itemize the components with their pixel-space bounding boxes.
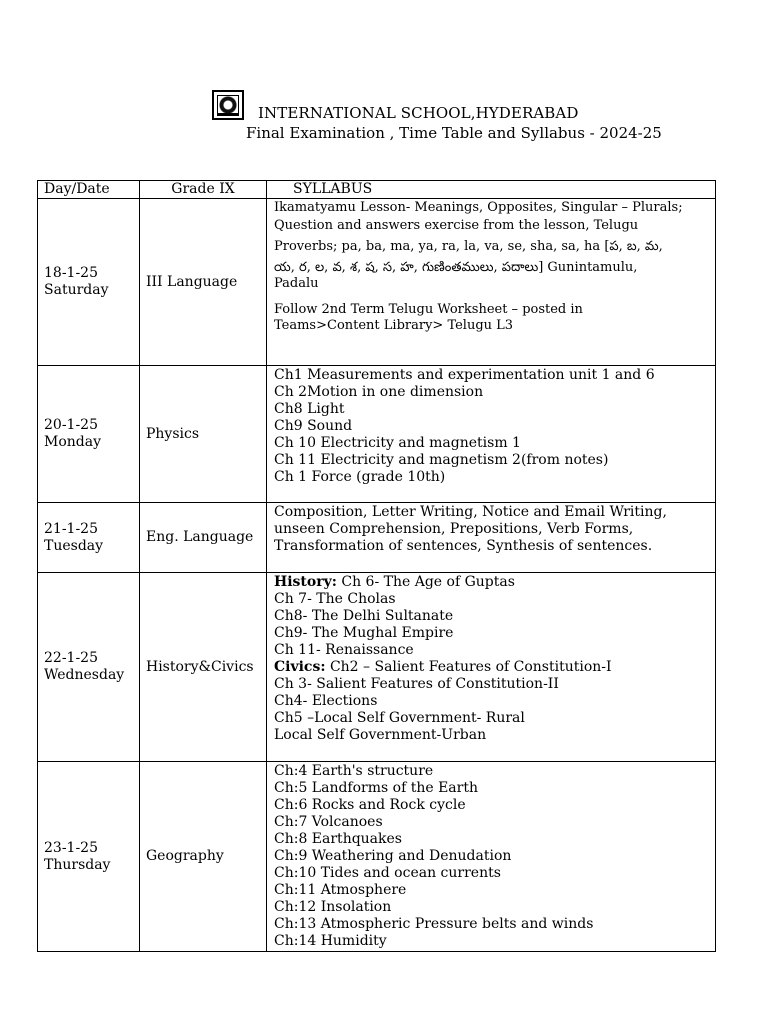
- civics-first-chapter: Ch2 – Salient Features of Constitution-I: [325, 659, 612, 675]
- syllabus-cell: [267, 573, 716, 762]
- syllabus-line: Ch:7 Volcanoes: [274, 814, 383, 830]
- logo-emblem: [217, 95, 239, 115]
- history-label: History:: [274, 574, 337, 590]
- syllabus-line: Ch4- Elections: [274, 693, 378, 709]
- civics-heading-line: [274, 659, 709, 676]
- syllabus-line: Ch8- The Delhi Sultanate: [274, 608, 454, 624]
- syllabus-line: Ch 11 Electricity and magnetism 2(from notes): [274, 452, 609, 468]
- syllabus-line: Ch:8 Earthquakes: [274, 831, 402, 847]
- syllabus-note: Follow 2nd Term Telugu Worksheet – posted in: [274, 302, 583, 317]
- column-header-syllabus: SYLLABUS: [267, 181, 716, 199]
- syllabus-line: Padalu: [274, 276, 319, 291]
- exam-day: Tuesday: [44, 537, 104, 554]
- syllabus-line: య, ర, ల, వ, శ, ష, స, హ, గుణింతములు, పదాలు] Gunintamulu,: [274, 260, 638, 275]
- syllabus-line: Ch5 –Local Self Government- Rural: [274, 710, 525, 726]
- syllabus-cell: [267, 366, 716, 503]
- syllabus-line: Ch9- The Mughal Empire: [274, 625, 454, 641]
- syllabus-line: Ch9 Sound: [274, 418, 353, 434]
- syllabus-line: Ch:13 Atmospheric Pressure belts and winds: [274, 916, 594, 932]
- subject-cell: Eng. Language: [140, 503, 267, 573]
- syllabus-line: Composition, Letter Writing, Notice and Email Writing,: [274, 504, 667, 520]
- syllabus-line: Ch 2Motion in one dimension: [274, 384, 484, 400]
- syllabus-line: Ch:11 Atmosphere: [274, 882, 407, 898]
- syllabus-line: Ch:9 Weathering and Denudation: [274, 848, 512, 864]
- syllabus-line: Ch:14 Humidity: [274, 933, 387, 949]
- exam-date-cell: [38, 762, 140, 952]
- table-row: [38, 762, 716, 952]
- logo-ribbon: [217, 113, 239, 116]
- syllabus-line: Ch:5 Landforms of the Earth: [274, 780, 478, 796]
- exam-date: 22-1-25: [44, 650, 98, 666]
- exam-day: Saturday: [44, 282, 109, 298]
- table-row: [38, 366, 716, 503]
- syllabus-note: Teams>Content Library> Telugu L3: [274, 318, 514, 333]
- column-header-grade: Grade IX: [140, 181, 267, 199]
- history-first-chapter: Ch 6- The Age of Guptas: [336, 574, 515, 590]
- syllabus-cell: [267, 199, 716, 366]
- table-row: [38, 573, 716, 762]
- syllabus-line: Ch:4 Earth's structure: [274, 763, 434, 779]
- subject-cell: III Language: [140, 199, 267, 366]
- syllabus-line: Ch:10 Tides and ocean currents: [274, 865, 501, 881]
- syllabus-line: Ikamatyamu Lesson- Meanings, Opposites, Singular – Plurals;: [274, 200, 683, 215]
- exam-date: 18-1-25: [44, 265, 98, 281]
- timetable: [37, 180, 716, 952]
- syllabus-line: unseen Comprehension, Prepositions, Verb Forms,: [274, 521, 634, 537]
- syllabus-line: Ch8 Light: [274, 401, 345, 417]
- exam-day: Wednesday: [44, 667, 125, 683]
- history-heading-line: [274, 574, 709, 591]
- school-logo: [212, 90, 244, 120]
- subject-cell: Physics: [140, 366, 267, 503]
- subject-cell: History&Civics: [140, 573, 267, 762]
- exam-date-cell: [38, 366, 140, 503]
- syllabus-line: Proverbs; pa, ba, ma, ya, ra, la, va, se, sha, sa, ha [ప, బ, మ,: [274, 239, 663, 254]
- syllabus-line: Ch:12 Insolation: [274, 899, 392, 915]
- syllabus-line: Local Self Government-Urban: [274, 727, 487, 743]
- exam-day: Thursday: [44, 856, 111, 873]
- subject-cell: Geography: [140, 762, 267, 952]
- table-header-row: [38, 181, 716, 199]
- syllabus-line: Ch 1 Force (grade 10th): [274, 469, 446, 485]
- civics-label: Civics:: [274, 659, 326, 675]
- exam-date-cell: [38, 573, 140, 762]
- syllabus-line: Ch1 Measurements and experimentation unit 1 and 6: [274, 367, 655, 383]
- exam-day: Monday: [44, 434, 101, 450]
- table-row: [38, 199, 716, 366]
- syllabus-line: Ch:6 Rocks and Rock cycle: [274, 797, 466, 813]
- syllabus-line: Ch 7- The Cholas: [274, 591, 396, 607]
- exam-date: 20-1-25: [44, 417, 98, 433]
- exam-date: 21-1-25: [44, 520, 98, 537]
- syllabus-cell: [267, 762, 716, 952]
- exam-title: Final Examination , Time Table and Syllabus - 2024-25: [246, 124, 662, 142]
- syllabus-line: Transformation of sentences, Synthesis of sentences.: [274, 538, 653, 554]
- syllabus-line: Question and answers exercise from the lesson, Telugu: [274, 218, 639, 233]
- syllabus-line: Ch 11- Renaissance: [274, 642, 414, 658]
- school-name: INTERNATIONAL SCHOOL,HYDERABAD: [258, 104, 579, 122]
- syllabus-cell: [267, 503, 716, 573]
- syllabus-line: Ch 10 Electricity and magnetism 1: [274, 435, 521, 451]
- exam-date: 23-1-25: [44, 839, 98, 856]
- exam-date-cell: [38, 199, 140, 366]
- syllabus-line: Ch 3- Salient Features of Constitution-II: [274, 676, 559, 692]
- column-header-day-date: Day/Date: [38, 181, 140, 199]
- exam-date-cell: [38, 503, 140, 573]
- table-row: [38, 503, 716, 573]
